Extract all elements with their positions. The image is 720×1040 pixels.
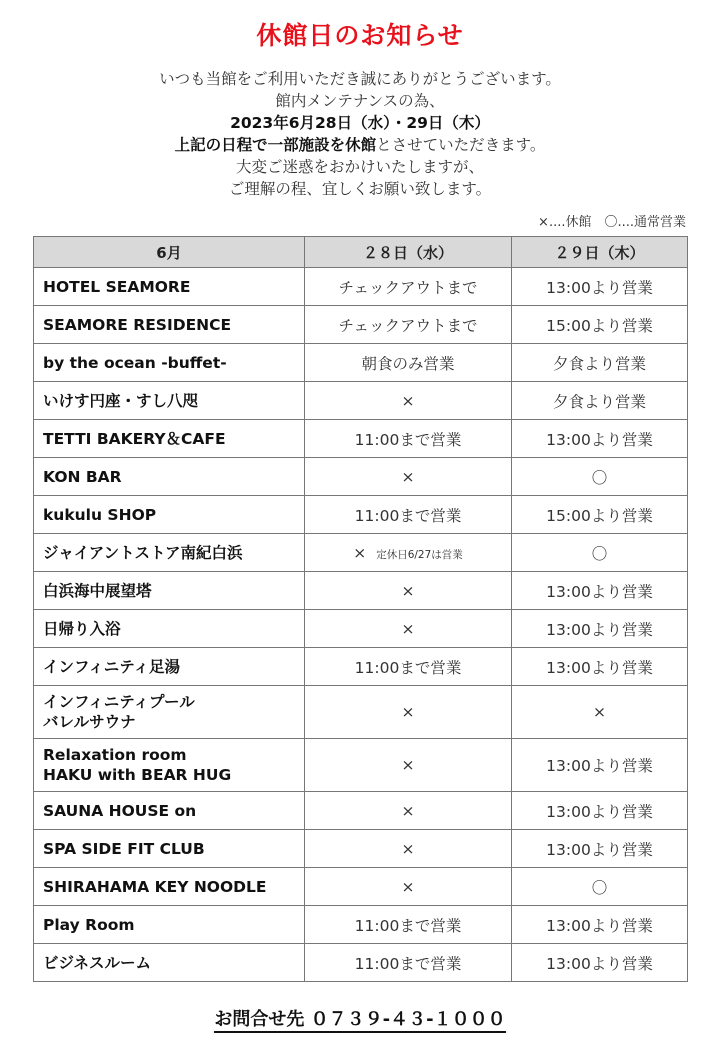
facility-name: by the ocean -buffet- xyxy=(34,344,305,382)
table-row xyxy=(34,830,688,868)
table-row xyxy=(34,792,688,830)
table-row xyxy=(34,382,688,420)
table-row xyxy=(34,739,688,792)
facility-name-line-1: インフィニティプール xyxy=(43,693,195,711)
table-row xyxy=(34,610,688,648)
status-29: 13:00より営業 xyxy=(512,792,688,830)
intro-line-6: ご理解の程、宜しくお願い致します。 xyxy=(228,180,492,198)
facility-name: Play Room xyxy=(34,906,305,944)
status-28-note: 定休日6/27は営業 xyxy=(376,548,463,561)
status-29: 〇 xyxy=(512,534,688,572)
facility-name: いけす円座・すし八咫 xyxy=(34,382,305,420)
facility-name: KON BAR xyxy=(34,458,305,496)
table-row xyxy=(34,458,688,496)
facility-name: SPA SIDE FIT CLUB xyxy=(34,830,305,868)
status-28: × xyxy=(305,382,512,420)
status-28: × xyxy=(305,792,512,830)
table-row xyxy=(34,648,688,686)
table-row xyxy=(34,344,688,382)
status-29: 夕食より営業 xyxy=(512,382,688,420)
status-29: 13:00より営業 xyxy=(512,268,688,306)
status-29: 〇 xyxy=(512,868,688,906)
table-row xyxy=(34,868,688,906)
contact-phone: お問合せ先 ０７３９-４３-１０００ xyxy=(214,1009,505,1033)
facility-name: ジャイアントストア南紀白浜 xyxy=(34,534,305,572)
table-row xyxy=(34,534,688,572)
status-28-mark: × xyxy=(353,543,367,562)
table-header-row xyxy=(34,237,688,268)
facility-name: TETTI BAKERY＆CAFE xyxy=(34,420,305,458)
table-row xyxy=(34,906,688,944)
facility-name: SAUNA HOUSE on xyxy=(34,792,305,830)
status-28: 11:00まで営業 xyxy=(305,420,512,458)
intro-text xyxy=(0,68,720,200)
closure-table xyxy=(33,236,688,982)
status-28: チェックアウトまで xyxy=(305,306,512,344)
facility-name xyxy=(34,739,305,792)
status-28: 11:00まで営業 xyxy=(305,648,512,686)
status-29: 夕食より営業 xyxy=(512,344,688,382)
table-row xyxy=(34,686,688,739)
status-28: × xyxy=(305,458,512,496)
facility-name: HOTEL SEAMORE xyxy=(34,268,305,306)
status-28: × xyxy=(305,739,512,792)
table-row xyxy=(34,306,688,344)
status-28: 朝食のみ営業 xyxy=(305,344,512,382)
facility-name: kukulu SHOP xyxy=(34,496,305,534)
status-29: 13:00より営業 xyxy=(512,739,688,792)
intro-line-1: いつも当館をご利用いただき誠にありがとうございます。 xyxy=(159,70,561,88)
header-day-29: ２９日（木） xyxy=(512,237,688,268)
status-29: 15:00より営業 xyxy=(512,306,688,344)
facility-name: 白浜海中展望塔 xyxy=(34,572,305,610)
intro-line-4-bold: 上記の日程で一部施設を休館 xyxy=(174,136,377,154)
legend: ×....休館 〇....通常営業 xyxy=(538,215,686,230)
status-28: × xyxy=(305,830,512,868)
status-28: チェックアウトまで xyxy=(305,268,512,306)
facility-name: SHIRAHAMA KEY NOODLE xyxy=(34,868,305,906)
status-28: × xyxy=(305,686,512,739)
status-29: 13:00より営業 xyxy=(512,830,688,868)
page-title: 休館日のお知らせ xyxy=(256,21,464,50)
header-day-28: ２８日（水） xyxy=(305,237,512,268)
table-row xyxy=(34,944,688,982)
facility-name: SEAMORE RESIDENCE xyxy=(34,306,305,344)
status-29: 13:00より営業 xyxy=(512,648,688,686)
intro-line-2: 館内メンテナンスの為、 xyxy=(275,92,445,110)
intro-dates-text: 2023年6月28日（水）・29日（木） xyxy=(230,114,490,132)
intro-line-4 xyxy=(0,134,720,156)
facility-name: インフィニティ足湯 xyxy=(34,648,305,686)
status-28: × xyxy=(305,572,512,610)
status-29: 13:00より営業 xyxy=(512,906,688,944)
status-29: 13:00より営業 xyxy=(512,420,688,458)
status-28: × xyxy=(305,868,512,906)
facility-name: 日帰り入浴 xyxy=(34,610,305,648)
intro-line-4-rest: とさせていただきます。 xyxy=(376,136,546,154)
status-29: 〇 xyxy=(512,458,688,496)
table-row xyxy=(34,268,688,306)
status-28: 11:00まで営業 xyxy=(305,496,512,534)
status-28: 11:00まで営業 xyxy=(305,944,512,982)
table-row xyxy=(34,420,688,458)
intro-dates xyxy=(0,112,720,134)
facility-name-line-2: HAKU with BEAR HUG xyxy=(43,766,232,784)
status-28 xyxy=(305,534,512,572)
status-29: 13:00より営業 xyxy=(512,572,688,610)
status-29: × xyxy=(512,686,688,739)
facility-name xyxy=(34,686,305,739)
status-29: 13:00より営業 xyxy=(512,610,688,648)
facility-name: ビジネスルーム xyxy=(34,944,305,982)
status-29: 13:00より営業 xyxy=(512,944,688,982)
intro-line-5: 大変ご迷惑をおかけいたしますが、 xyxy=(235,158,484,176)
facility-name-line-2: バレルサウナ xyxy=(43,713,136,731)
header-month: 6月 xyxy=(34,237,305,268)
contact-info xyxy=(0,1005,720,1031)
status-28: 11:00まで営業 xyxy=(305,906,512,944)
table-row xyxy=(34,496,688,534)
status-29: 15:00より営業 xyxy=(512,496,688,534)
status-28: × xyxy=(305,610,512,648)
facility-name-line-1: Relaxation room xyxy=(43,746,187,764)
table-row xyxy=(34,572,688,610)
